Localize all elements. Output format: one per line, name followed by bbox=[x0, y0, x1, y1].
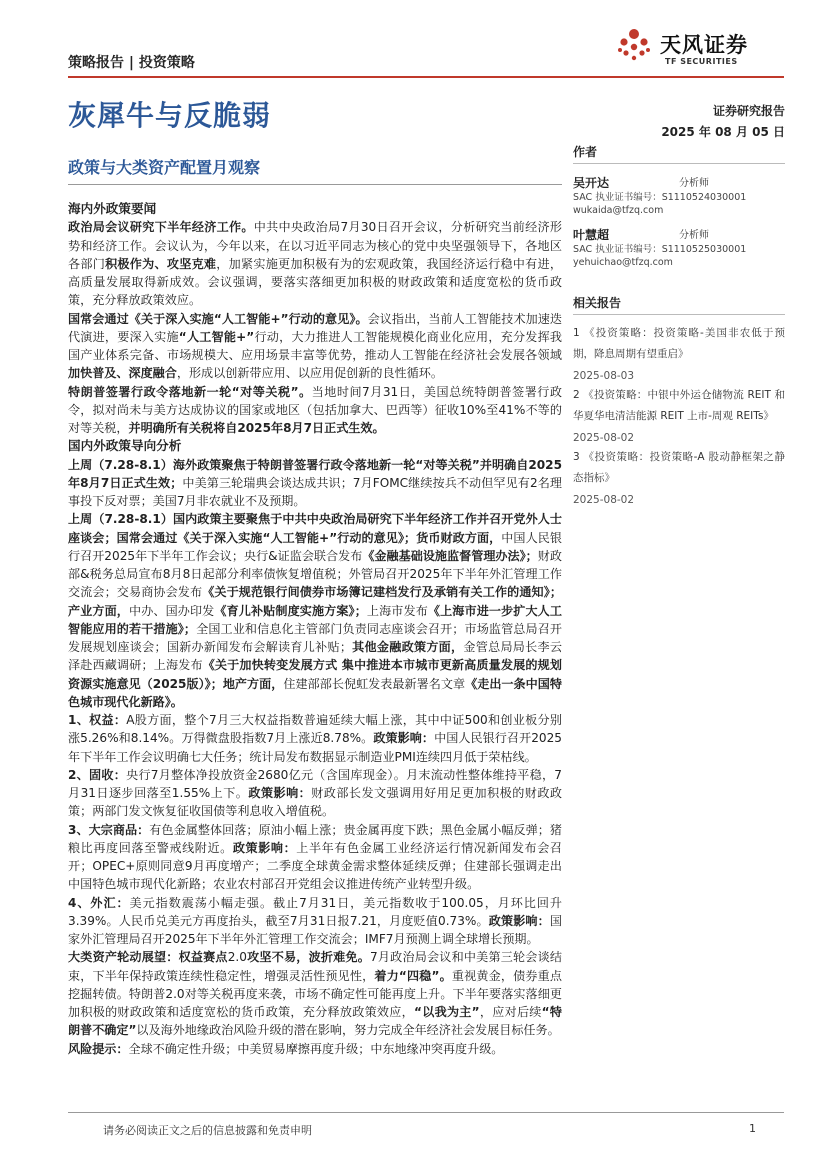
body-text: 会议指出，当前人工智能技术加速迭代演进，要深入实施 bbox=[68, 311, 562, 344]
body-text: 7月政治局会议和中美第三轮会谈结束，下半年保持政策连续性稳定性，增强灵活性预见性， bbox=[68, 950, 562, 983]
emphasis-text: 其他金融政策方面， bbox=[351, 640, 464, 654]
related-report-date: 2025-08-03 bbox=[573, 370, 635, 382]
body-text: 2.0 bbox=[227, 950, 247, 965]
body-text: 以及海外地缘政治风险升级的潜在影响，努力完成全年经济社会发展目标任务。 bbox=[136, 1023, 560, 1038]
body-text: 住建部部长倪虹发表最新署名文章 bbox=[283, 676, 466, 691]
report-type: 证券研究报告 bbox=[712, 104, 785, 118]
main-body bbox=[68, 200, 562, 1058]
body-text: 中共中央政治局7月30日召开会议，分析研究当前经济形势和经济工作。会议认为，今年以来，在以习近平同志为核心的党中央坚强领导下，各地区各部门 bbox=[68, 220, 562, 271]
author-cert: SAC 执业证书编号：S1110525030001 bbox=[573, 244, 747, 255]
emphasis-text: “人工智能+” bbox=[178, 329, 255, 344]
body-text: 中办、国办印发 bbox=[129, 603, 215, 618]
related-report-link[interactable]: 3 《投资策略：投资策略-A 股动静框架之静态指标》 bbox=[573, 451, 785, 484]
body-paragraph bbox=[68, 310, 562, 383]
emphasis-text: 《关于规范银行间债券市场簿记建档发行及承销有关工作的通知》；产业方面， bbox=[68, 585, 562, 618]
body-text: A股方面，整个7月三大权益指数普遍延续大幅上涨，其中中证500和创业板分别涨5.26%和8.14%。万得微盘股指数7月上涨近8.78%。 bbox=[68, 713, 562, 746]
page-number: 1 bbox=[749, 1122, 756, 1135]
body-text: 中国人民银行召开2025年下半年工作会议明确七大任务；统计局发布数据显示制造业PMI连续四月低于荣枯线。 bbox=[68, 731, 562, 764]
related-report-link[interactable]: 2 《投资策略：中银中外运仓储物流 REIT 和华夏华电清洁能源 REIT 上市-周观 REITs》 bbox=[573, 389, 785, 422]
disclaimer-note: 请务必阅读正文之后的信息披露和免责申明 bbox=[103, 1124, 312, 1137]
emphasis-text: 风险提示： bbox=[68, 1041, 129, 1056]
section-heading bbox=[68, 437, 562, 455]
emphasis-text: 积极作为、攻坚克难 bbox=[105, 256, 217, 271]
emphasis-text: 着力“四稳”。 bbox=[374, 968, 452, 983]
body-text: ，加紧实施更加积极有为的宏观政策，我国经济运行稳中有进，高质量发展取得新成效。会议强调，要落实落细更加积极的财政政策和适度宽松的货币政策，充分释放政策效应。 bbox=[68, 256, 562, 308]
body-paragraph bbox=[68, 948, 562, 1039]
footer-divider bbox=[68, 1112, 784, 1113]
body-text: 上半年有色金属工业经济运行情况新闻发布会召开；OPEC+原则同意9月再度增产；二季度全球黄金需求整体延续反弹；住建部长强调走出中国特色城市现代化新路；农业农村部召开党组会议推进传统产业转型升级。 bbox=[68, 840, 562, 892]
body-text: 央行7月整体净投放资金2680亿元（含国库现金）。月末流动性整体维持平稳，7月31日逐步回落至1.55%上下。 bbox=[68, 767, 562, 800]
body-text: 财政部长发文强调用好用足更加积极的财政政策；两部门发文恢复征收国债等利息收入增值税。 bbox=[68, 786, 562, 819]
emphasis-text: 政治局会议研究下半年经济工作。 bbox=[68, 220, 254, 235]
author-cert: SAC 执业证书编号：S1110524030001 bbox=[573, 192, 747, 203]
emphasis-text: 攻坚不易，波折难免。 bbox=[246, 950, 370, 965]
author-email[interactable]: yehuichao@tfzq.com bbox=[573, 257, 673, 268]
section-heading bbox=[68, 200, 562, 218]
emphasis-text: 海内外政策要闻 bbox=[68, 201, 157, 216]
logo-subtext: TF SECURITIES bbox=[665, 57, 738, 66]
emphasis-text: 《育儿补贴制度实施方案》； bbox=[214, 603, 367, 618]
body-paragraph bbox=[68, 894, 562, 949]
emphasis-text: 《关于加快转变发展方式 集中推进本市城市更新高质量发展的规划资源实施意见（2025版）》；地产方面， bbox=[68, 658, 562, 691]
emphasis-text: 政策影响： bbox=[232, 840, 297, 855]
emphasis-text: 《走出一条中国特色城市现代化新路》。 bbox=[68, 676, 562, 709]
body-paragraph bbox=[68, 821, 562, 894]
author-card bbox=[573, 226, 785, 278]
report-category: 策略报告 | 投资策略 bbox=[68, 55, 195, 71]
related-report-date: 2025-08-02 bbox=[573, 494, 635, 506]
author-role: 分析师 bbox=[679, 230, 709, 241]
body-text: 中美第三轮瑞典会谈达成共识；7月FOMC继续按兵不动但罕见有2名理事投下反对票；美国7月非农就业不及预期。 bbox=[68, 475, 562, 508]
emphasis-text: 政策影响： bbox=[373, 731, 435, 746]
body-text: 金管总局局长李云泽赴西藏调研；上海发布 bbox=[68, 640, 562, 673]
emphasis-text: 《上海市进一步扩大人工智能应用的若干措施》； bbox=[68, 603, 562, 636]
header-divider bbox=[68, 76, 784, 78]
body-text: 上海市发布 bbox=[366, 603, 428, 618]
emphasis-text: 权益赛点 bbox=[178, 950, 228, 965]
logo-mark-icon bbox=[618, 29, 650, 60]
body-text: 国家外汇管理局召开2025年下半年外汇管理工作交流会；IMF7月预测上调全球增长预期。 bbox=[68, 913, 562, 946]
emphasis-text: 1、权益： bbox=[68, 713, 127, 727]
emphasis-text: “以我为主” bbox=[414, 1005, 480, 1019]
body-text: 美元指数震荡小幅走强。截止7月31日，美元指数收于100.05，月环比回升3.39%。人民币兑美元方再度抬头，截至7月31日报7.21，月度贬值0.73%。 bbox=[68, 895, 562, 928]
emphasis-text: 上周（7.28-8.1）国内政策主要聚焦于中共中央政治局研究下半年经济工作并召开党外人士座谈会；国常会通过《关于深入实施“人工智能+”行动的意见》；货币财政方面， bbox=[68, 512, 562, 545]
body-text: 行动，大力推进人工智能规模化商业化应用，充分发挥我国产业体系完备、市场规模大、应用场景丰富等优势，推动人工智能在经济社会发展各领域 bbox=[68, 329, 562, 362]
body-text: 中国人民银行召开2025年下半年工作会议；央行&证监会联合发布 bbox=[68, 530, 562, 563]
body-paragraph bbox=[68, 218, 562, 309]
body-paragraph bbox=[68, 711, 562, 766]
emphasis-text: 3、大宗商品： bbox=[68, 822, 150, 837]
emphasis-text: 国内外政策导向分析 bbox=[68, 438, 182, 454]
emphasis-text: 政策影响： bbox=[488, 913, 550, 928]
body-text: ，应对后续 bbox=[479, 1005, 542, 1019]
report-date: 2025 年 08 月 05 日 bbox=[661, 125, 785, 139]
logo-text: 天风证券 bbox=[660, 33, 748, 57]
body-paragraph bbox=[68, 1040, 562, 1058]
body-text: ，形成以创新带应用、以应用促创新的良性循环。 bbox=[176, 366, 443, 381]
emphasis-text: 2、固收： bbox=[68, 767, 127, 782]
body-paragraph bbox=[68, 456, 562, 511]
related-report-date: 2025-08-02 bbox=[573, 432, 635, 444]
body-text: 当地时间7月31日，美国总统特朗普签署行政令，拟对尚未与美方达成协议的国家或地区（包括加拿大、巴西等）征收10%至41%不等的对等关税， bbox=[68, 384, 562, 435]
author-name: 叶慧超 bbox=[573, 228, 610, 242]
emphasis-text: 加快普及、深度融合 bbox=[68, 366, 177, 381]
body-text: 有色金属整体回落；原油小幅上涨；贵金属再度下跌；黑色金属小幅反弹；猪粮比再度回落至警戒线附近。 bbox=[68, 822, 562, 855]
sidebar bbox=[573, 143, 785, 509]
emphasis-text: “特朗普不确定” bbox=[68, 1005, 562, 1038]
body-text: 财政部&税务总局宣布8月8日起部分利率债恢复增值税；外管局召开2025年下半年外汇管理工作交流会；交易商协会发布 bbox=[68, 548, 562, 600]
author-card bbox=[573, 174, 785, 226]
emphasis-text: 特朗普签署行政令落地新一轮“对等关税”。 bbox=[68, 384, 312, 399]
emphasis-text: 国常会通过《关于深入实施“人工智能+”行动的意见》。 bbox=[68, 311, 368, 326]
body-paragraph bbox=[68, 766, 562, 821]
body-paragraph bbox=[68, 383, 562, 438]
author-role: 分析师 bbox=[679, 178, 709, 189]
emphasis-text: 大类资产轮动展望： bbox=[68, 950, 179, 965]
body-text: 全球不确定性升级；中美贸易摩擦再度升级；中东地缘冲突再度升级。 bbox=[128, 1041, 504, 1056]
report-title: 灰犀牛与反脆弱 bbox=[68, 99, 272, 132]
emphasis-text: 政策影响： bbox=[248, 786, 312, 800]
author-name: 吴开达 bbox=[573, 176, 610, 190]
report-subtitle: 政策与大类资产配置月观察 bbox=[68, 158, 261, 177]
body-text: 全国工业和信息化主管部门负责同志座谈会召开；市场监管总局召开发展规划座谈会；国新办新闻发布会解读育儿补贴； bbox=[68, 621, 562, 654]
emphasis-text: 4、外汇： bbox=[68, 895, 130, 910]
emphasis-text: 并明确所有关税将自2025年8月7日正式生效。 bbox=[128, 421, 385, 435]
subtitle-divider bbox=[68, 184, 562, 185]
body-paragraph bbox=[68, 510, 562, 711]
related-reports-heading: 相关报告 bbox=[573, 294, 785, 315]
emphasis-text: 《金融基础设施监督管理办法》； bbox=[362, 548, 538, 563]
author-email[interactable]: wukaida@tfzq.com bbox=[573, 205, 664, 216]
body-text: 重视黄金，债券重点挖掘转债。特朗普2.0对等关税再度来袭，市场不确定性可能再度上升。下半年要落实落细更加积极的财政政策和适度宽松的货币政策，充分释放政策效应， bbox=[68, 968, 562, 1019]
authors-heading: 作者 bbox=[573, 143, 785, 164]
related-report-link[interactable]: 1 《投资策略：投资策略-美国非农低于预期，降息周期有望重启》 bbox=[573, 327, 785, 360]
emphasis-text: 上周（7.28-8.1）海外政策聚焦于特朗普签署行政令落地新一轮“对等关税”并明确自2025年8月7日正式生效； bbox=[68, 457, 562, 490]
